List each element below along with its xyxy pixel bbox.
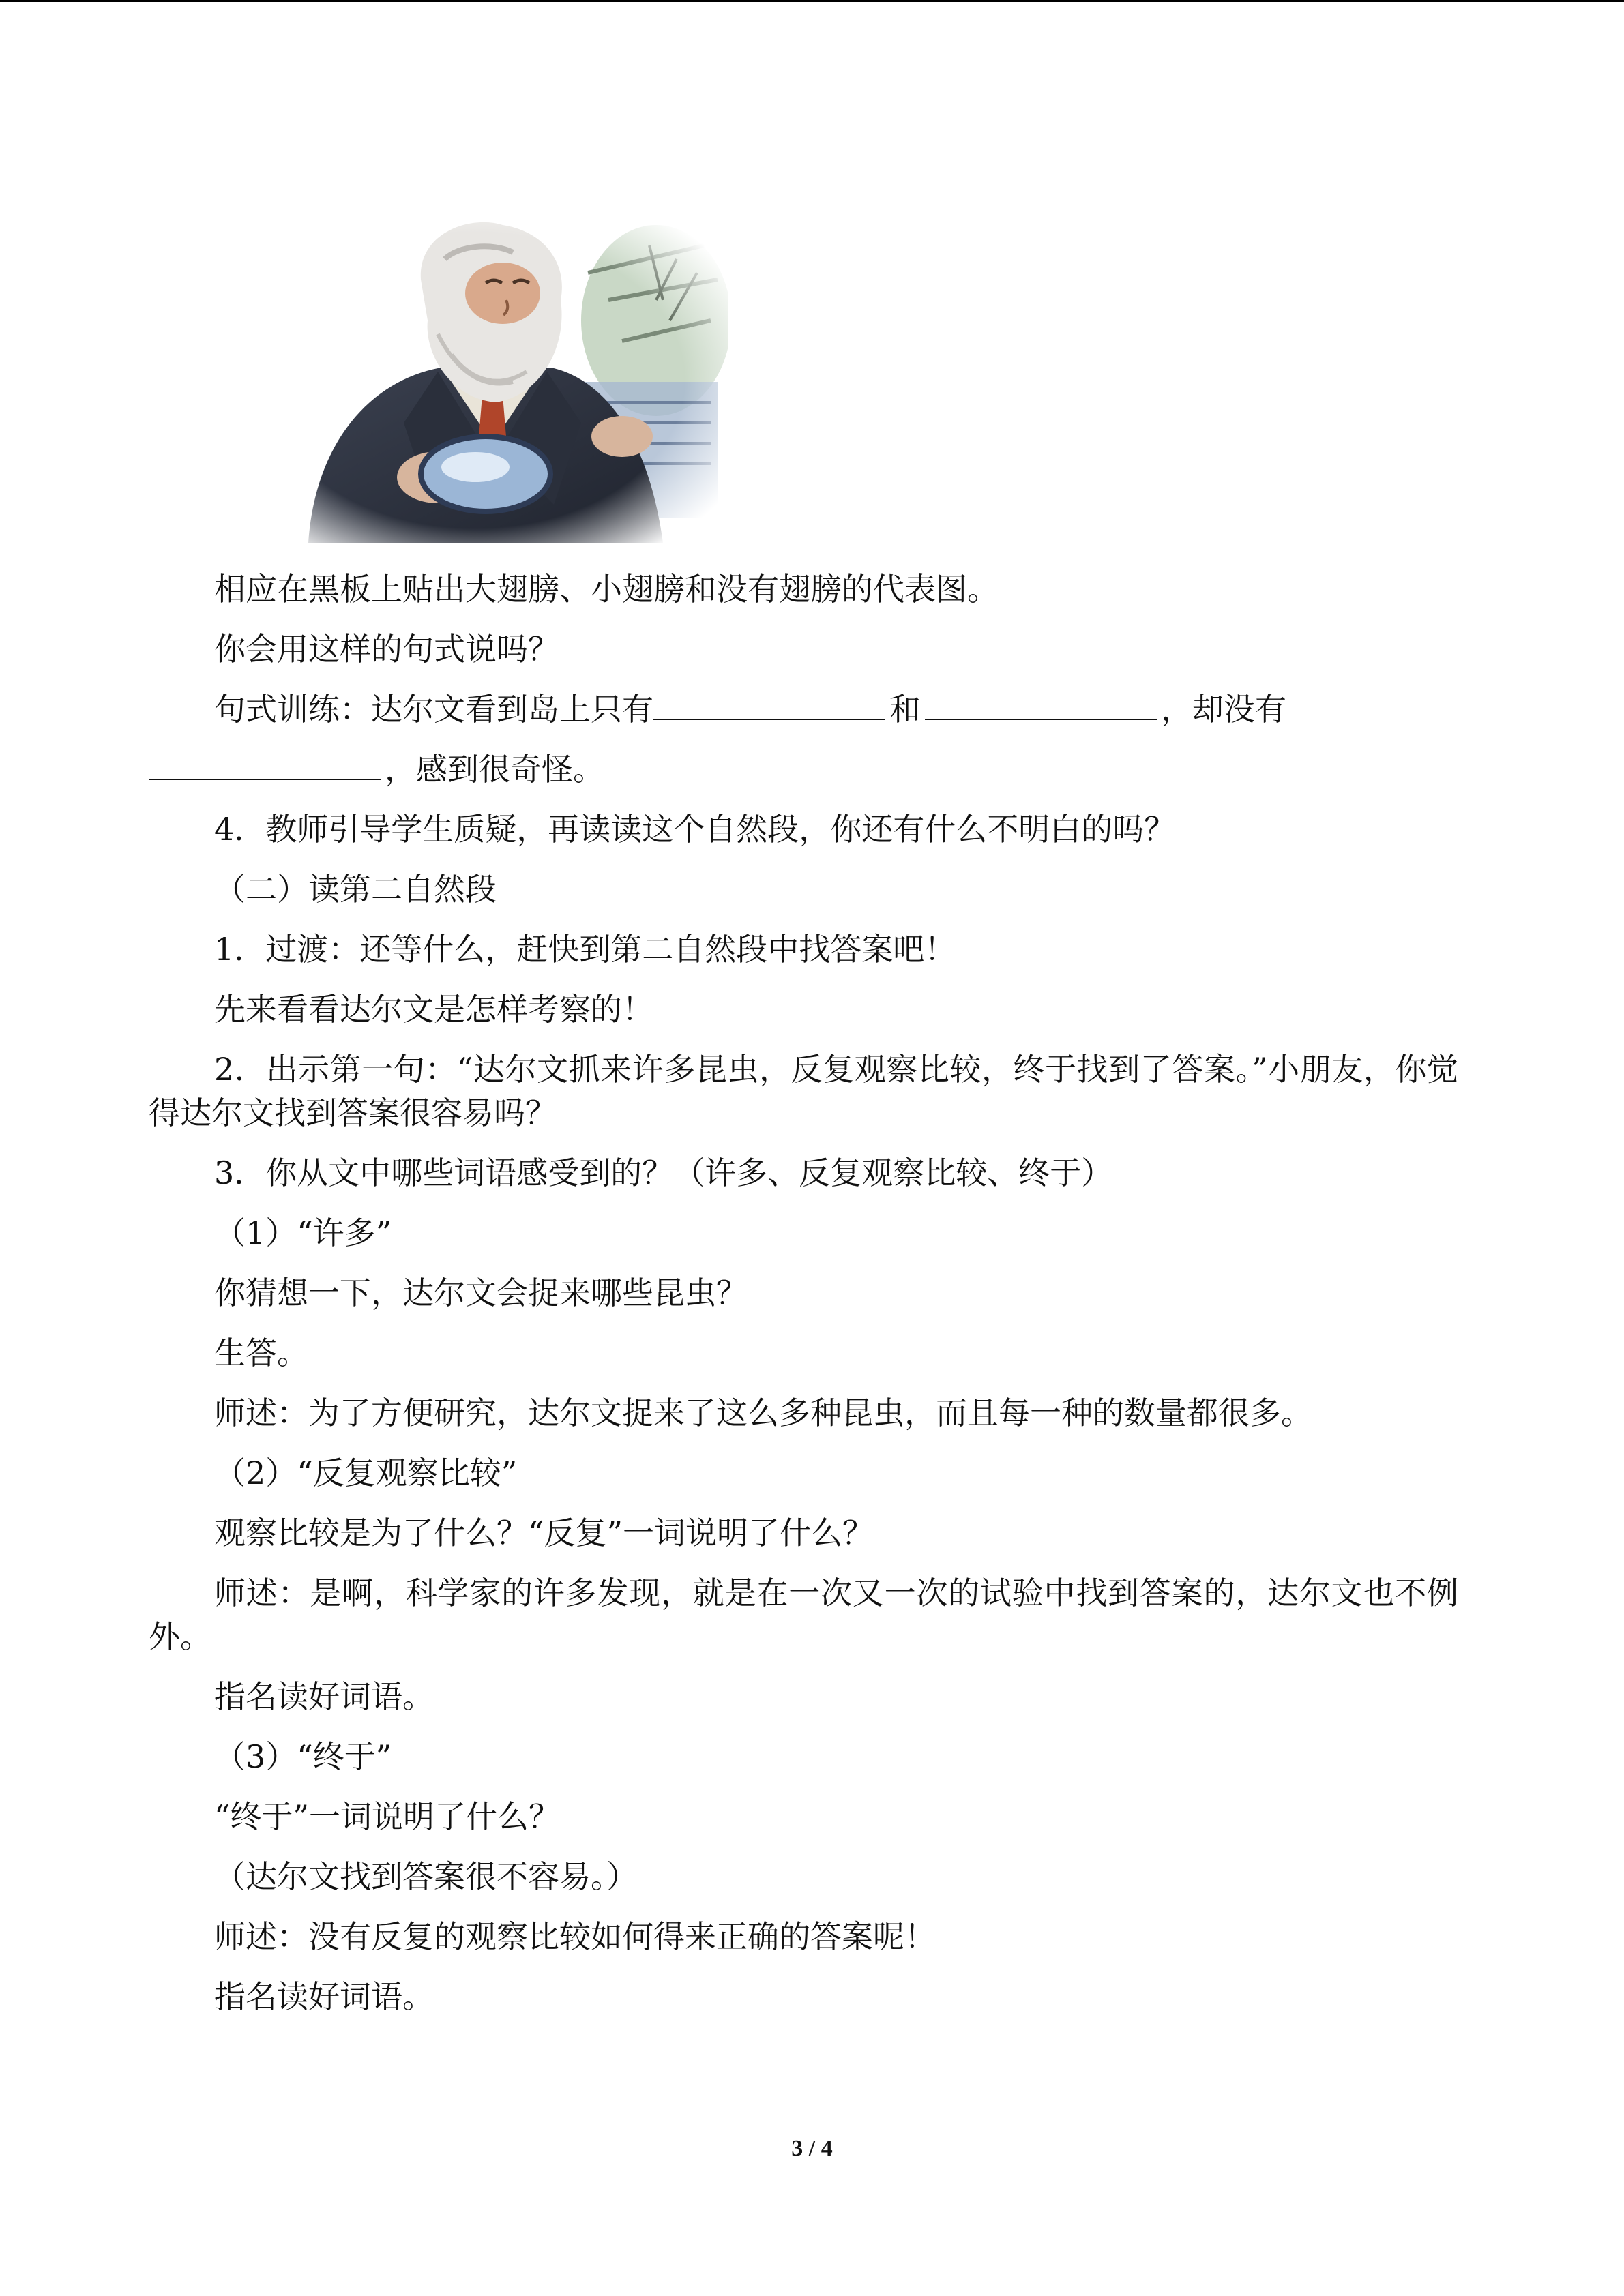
document-body — [149, 567, 1458, 2035]
paragraph: 1．过渡：还等什么，赶快到第二自然段中找答案吧！ — [214, 931, 956, 968]
exercise-text: 和 — [889, 691, 921, 728]
paragraph: 2．出示第一句：“达尔文抓来许多昆虫，反复观察比较，终于找到了答案。”小朋友，你觉得达尔文找到答案很容易吗？ — [149, 1051, 1458, 1131]
paragraph: （1）“许多” — [214, 1214, 392, 1251]
fill-blank — [653, 687, 885, 720]
fill-blank — [925, 687, 1157, 720]
paragraph: 观察比较是为了什么？“反复”一词说明了什么？ — [214, 1515, 874, 1551]
paragraph: 3．你从文中哪些词语感受到的？（许多、反复观察比较、终于） — [214, 1154, 1113, 1191]
page-number: 3 / 4 — [791, 2136, 833, 2161]
paragraph: 师述：是啊，科学家的许多发现，就是在一次又一次的试验中找到答案的，达尔文也不例外。 — [149, 1575, 1458, 1655]
paragraph: 你猜想一下，达尔文会捉来哪些昆虫？ — [214, 1274, 748, 1311]
paragraph: “终于”一词说明了什么？ — [214, 1798, 561, 1835]
paragraph: 师述：没有反复的观察比较如何得来正确的答案呢！ — [214, 1918, 936, 1955]
paragraph: 相应在黑板上贴出大翅膀、小翅膀和没有翅膀的代表图。 — [214, 571, 999, 608]
paragraph: 4．教师引导学生质疑，再读读这个自然段，你还有什么不明白的吗？ — [214, 811, 1176, 848]
top-border — [0, 0, 1624, 2]
exercise-text: 句式训练：达尔文看到岛上只有 — [214, 691, 653, 728]
paragraph: 你会用这样的句式说吗？ — [214, 631, 559, 668]
section-heading: （二）读第二自然段 — [214, 871, 497, 908]
paragraph: 指名读好词语。 — [214, 1978, 434, 2015]
paragraph: 生答。 — [214, 1335, 308, 1371]
sentence-exercise-continued — [149, 747, 1458, 791]
exercise-text: ，感到很奇怪。 — [385, 751, 604, 788]
paragraph: （2）“反复观察比较” — [214, 1455, 518, 1491]
paragraph: 指名读好词语。 — [214, 1678, 434, 1715]
paragraph: （3）“终于” — [214, 1738, 392, 1775]
paragraph: 师述：为了方便研究，达尔文捉来了这么多种昆虫，而且每一种的数量都很多。 — [214, 1395, 1312, 1431]
darwin-illustration — [267, 218, 728, 543]
sentence-exercise — [149, 687, 1458, 731]
paragraph: （达尔文找到答案很不容易。） — [214, 1858, 638, 1895]
fill-blank — [149, 747, 381, 780]
paragraph: 先来看看达尔文是怎样考察的！ — [214, 991, 653, 1028]
exercise-text: ，却没有 — [1161, 691, 1286, 728]
